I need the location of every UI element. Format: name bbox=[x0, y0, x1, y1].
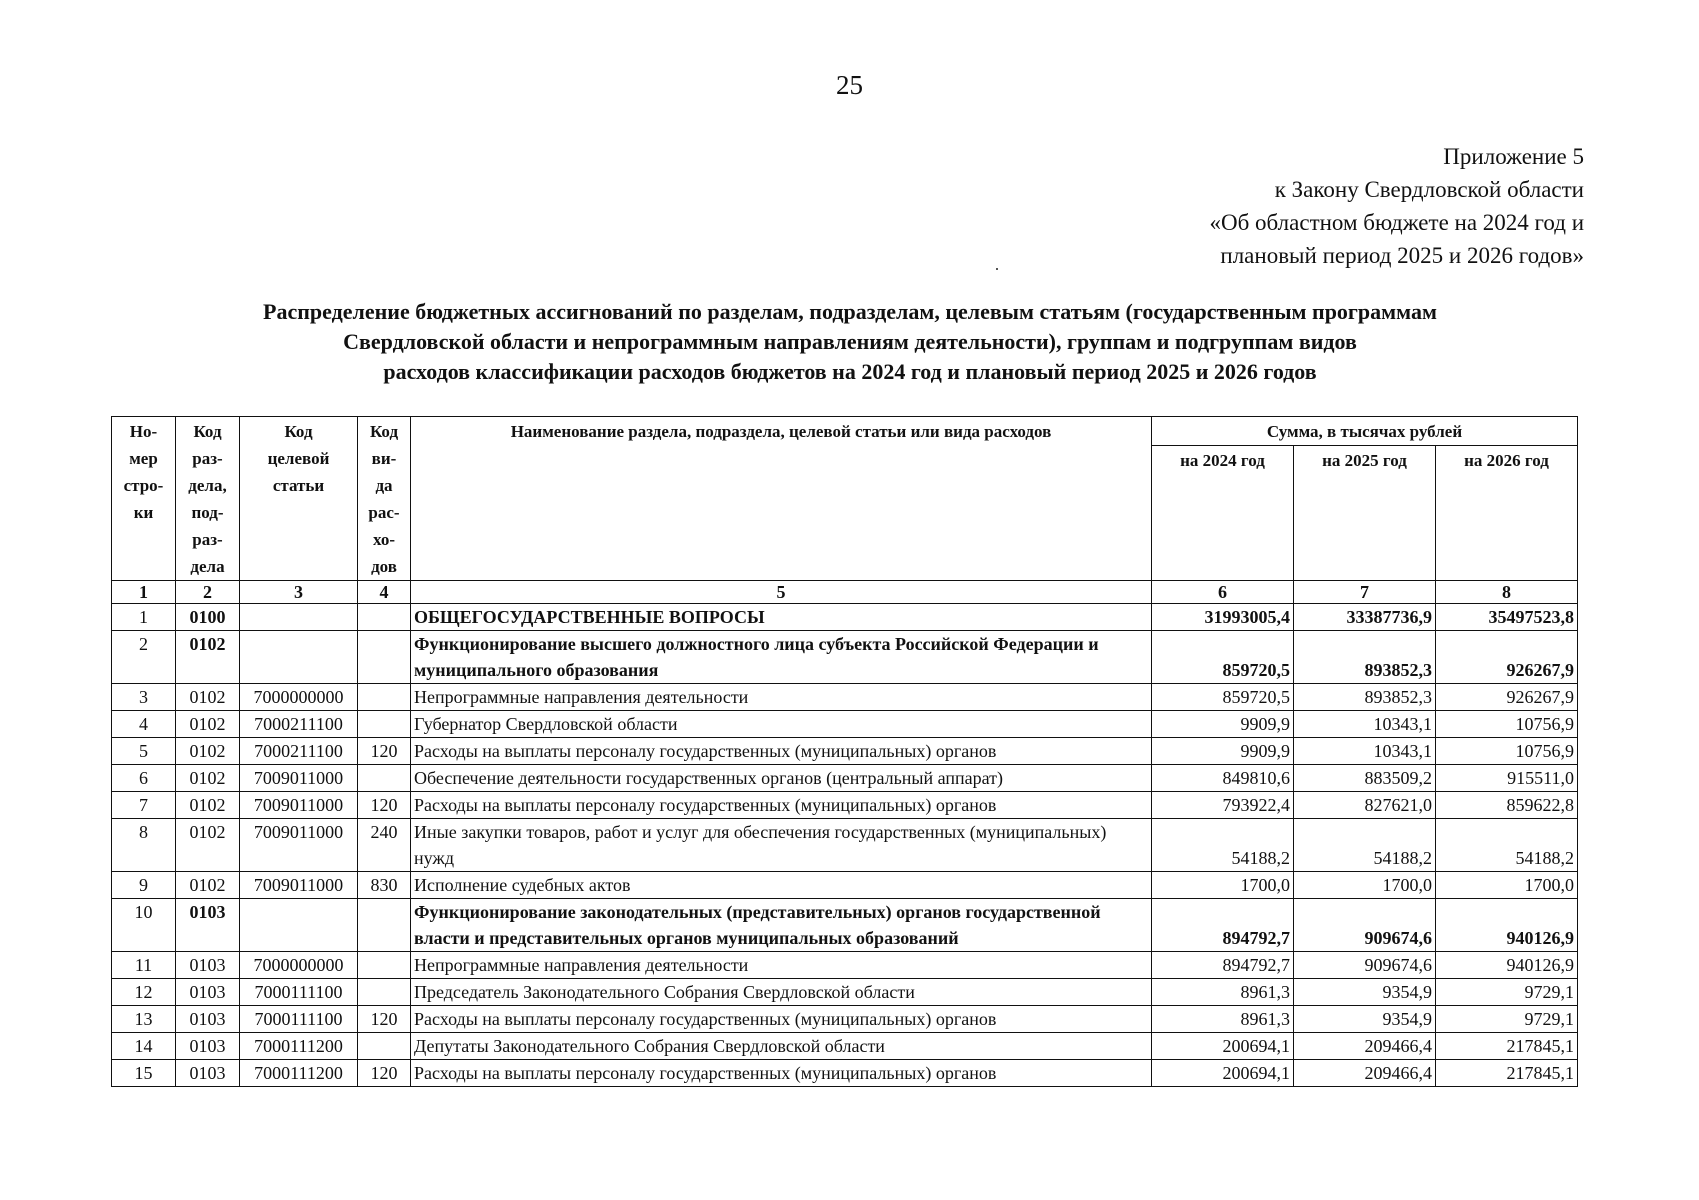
table-row bbox=[112, 684, 1578, 711]
section-code-cell: 0103 bbox=[176, 979, 240, 1006]
header-amount-group: Сумма, в тысячах рублей bbox=[1152, 417, 1578, 446]
section-code-cell: 0102 bbox=[176, 631, 240, 684]
table-row bbox=[112, 979, 1578, 1006]
table-row bbox=[112, 899, 1578, 952]
section-code-cell: 0102 bbox=[176, 738, 240, 765]
title-line: Распределение бюджетных ассигнований по разделам, подразделам, целевым статьям (государственным программам bbox=[263, 299, 1437, 324]
target-code-cell: 7009011000 bbox=[240, 872, 358, 899]
amount-2026-cell: 10756,9 bbox=[1436, 711, 1578, 738]
column-numbers-row bbox=[112, 581, 1578, 604]
row-number-cell: 4 bbox=[112, 711, 176, 738]
name-cell: Расходы на выплаты персоналу государственных (муниципальных) органов bbox=[411, 792, 1152, 819]
amount-2024-cell: 894792,7 bbox=[1152, 952, 1294, 979]
row-number-cell: 8 bbox=[112, 819, 176, 872]
section-code-cell: 0103 bbox=[176, 1033, 240, 1060]
header-target-code: Код целевой статьи bbox=[240, 417, 358, 581]
target-code-cell: 7000111100 bbox=[240, 1006, 358, 1033]
amount-2024-cell: 9909,9 bbox=[1152, 738, 1294, 765]
row-number-cell: 14 bbox=[112, 1033, 176, 1060]
section-code-cell: 0102 bbox=[176, 711, 240, 738]
amount-2025-cell: 9354,9 bbox=[1294, 1006, 1436, 1033]
amount-2024-cell: 859720,5 bbox=[1152, 631, 1294, 684]
expense-code-cell: 830 bbox=[358, 872, 411, 899]
amount-2025-cell: 1700,0 bbox=[1294, 872, 1436, 899]
amount-2024-cell: 54188,2 bbox=[1152, 819, 1294, 872]
amount-2026-cell: 926267,9 bbox=[1436, 631, 1578, 684]
target-code-cell: 7000000000 bbox=[240, 684, 358, 711]
amount-2025-cell: 54188,2 bbox=[1294, 819, 1436, 872]
amount-2025-cell: 10343,1 bbox=[1294, 738, 1436, 765]
table-row bbox=[112, 952, 1578, 979]
amount-2026-cell: 10756,9 bbox=[1436, 738, 1578, 765]
amount-2025-cell: 9354,9 bbox=[1294, 979, 1436, 1006]
expense-code-cell bbox=[358, 711, 411, 738]
target-code-cell: 7000111200 bbox=[240, 1033, 358, 1060]
target-code-cell: 7000211100 bbox=[240, 711, 358, 738]
name-cell: Председатель Законодательного Собрания Свердловской области bbox=[411, 979, 1152, 1006]
expense-code-cell bbox=[358, 631, 411, 684]
expense-code-cell bbox=[358, 684, 411, 711]
row-number-cell: 15 bbox=[112, 1060, 176, 1087]
amount-2025-cell: 883509,2 bbox=[1294, 765, 1436, 792]
section-code-cell: 0103 bbox=[176, 1060, 240, 1087]
name-cell: ОБЩЕГОСУДАРСТВЕННЫЕ ВОПРОСЫ bbox=[411, 604, 1152, 631]
row-number-cell: 3 bbox=[112, 684, 176, 711]
section-code-cell: 0103 bbox=[176, 899, 240, 952]
scan-speck bbox=[996, 268, 998, 270]
amount-2026-cell: 9729,1 bbox=[1436, 979, 1578, 1006]
amount-2026-cell: 940126,9 bbox=[1436, 899, 1578, 952]
appendix-line: Приложение 5 bbox=[1443, 144, 1584, 169]
header-row-number: Но- мер стро- ки bbox=[112, 417, 176, 581]
expense-code-cell bbox=[358, 765, 411, 792]
amount-2025-cell: 909674,6 bbox=[1294, 952, 1436, 979]
column-number: 7 bbox=[1294, 581, 1436, 604]
amount-2025-cell: 893852,3 bbox=[1294, 631, 1436, 684]
amount-2026-cell: 217845,1 bbox=[1436, 1060, 1578, 1087]
amount-2024-cell: 8961,3 bbox=[1152, 979, 1294, 1006]
name-cell: Исполнение судебных актов bbox=[411, 872, 1152, 899]
header-section-code: Код раз- дела, под- раз- дела bbox=[176, 417, 240, 581]
column-number: 2 bbox=[176, 581, 240, 604]
row-number-cell: 2 bbox=[112, 631, 176, 684]
amount-2026-cell: 1700,0 bbox=[1436, 872, 1578, 899]
table-row bbox=[112, 711, 1578, 738]
amount-2025-cell: 10343,1 bbox=[1294, 711, 1436, 738]
section-code-cell: 0102 bbox=[176, 684, 240, 711]
row-number-cell: 10 bbox=[112, 899, 176, 952]
expense-code-cell bbox=[358, 1033, 411, 1060]
appendix-line: «Об областном бюджете на 2024 год и bbox=[1209, 210, 1584, 235]
table-row bbox=[112, 1060, 1578, 1087]
section-code-cell: 0102 bbox=[176, 792, 240, 819]
amount-2024-cell: 894792,7 bbox=[1152, 899, 1294, 952]
header-name: Наименование раздела, подраздела, целевой статьи или вида расходов bbox=[411, 417, 1152, 581]
expense-code-cell: 120 bbox=[358, 1006, 411, 1033]
target-code-cell: 7000000000 bbox=[240, 952, 358, 979]
page-number: 25 bbox=[836, 70, 863, 100]
target-code-cell bbox=[240, 899, 358, 952]
row-number-cell: 12 bbox=[112, 979, 176, 1006]
expense-code-cell bbox=[358, 952, 411, 979]
amount-2024-cell: 200694,1 bbox=[1152, 1060, 1294, 1087]
target-code-cell: 7000111200 bbox=[240, 1060, 358, 1087]
column-number: 3 bbox=[240, 581, 358, 604]
column-number: 4 bbox=[358, 581, 411, 604]
name-cell: Расходы на выплаты персоналу государственных (муниципальных) органов bbox=[411, 1006, 1152, 1033]
budget-table bbox=[111, 416, 1578, 1087]
amount-2025-cell: 209466,4 bbox=[1294, 1033, 1436, 1060]
amount-2024-cell: 200694,1 bbox=[1152, 1033, 1294, 1060]
expense-code-cell bbox=[358, 604, 411, 631]
section-code-cell: 0102 bbox=[176, 872, 240, 899]
expense-code-cell: 120 bbox=[358, 1060, 411, 1087]
section-code-cell: 0100 bbox=[176, 604, 240, 631]
row-number-cell: 11 bbox=[112, 952, 176, 979]
amount-2024-cell: 849810,6 bbox=[1152, 765, 1294, 792]
table-row bbox=[112, 631, 1578, 684]
row-number-cell: 13 bbox=[112, 1006, 176, 1033]
name-cell: Непрограммные направления деятельности bbox=[411, 684, 1152, 711]
expense-code-cell bbox=[358, 899, 411, 952]
amount-2026-cell: 859622,8 bbox=[1436, 792, 1578, 819]
row-number-cell: 7 bbox=[112, 792, 176, 819]
name-cell: Функционирование законодательных (представительных) органов государственной власти и представительных органов муниципальных образований bbox=[411, 899, 1152, 952]
table-row bbox=[112, 792, 1578, 819]
name-cell: Депутаты Законодательного Собрания Свердловской области bbox=[411, 1033, 1152, 1060]
amount-2025-cell: 909674,6 bbox=[1294, 899, 1436, 952]
amount-2026-cell: 35497523,8 bbox=[1436, 604, 1578, 631]
table-row bbox=[112, 604, 1578, 631]
document-title bbox=[150, 297, 1550, 387]
name-cell: Обеспечение деятельности государственных органов (центральный аппарат) bbox=[411, 765, 1152, 792]
name-cell: Иные закупки товаров, работ и услуг для обеспечения государственных (муниципальных) нужд bbox=[411, 819, 1152, 872]
name-cell: Губернатор Свердловской области bbox=[411, 711, 1152, 738]
section-code-cell: 0103 bbox=[176, 952, 240, 979]
amount-2024-cell: 793922,4 bbox=[1152, 792, 1294, 819]
table-row bbox=[112, 1006, 1578, 1033]
column-number: 1 bbox=[112, 581, 176, 604]
row-number-cell: 1 bbox=[112, 604, 176, 631]
column-number: 6 bbox=[1152, 581, 1294, 604]
amount-2025-cell: 33387736,9 bbox=[1294, 604, 1436, 631]
column-number: 8 bbox=[1436, 581, 1578, 604]
amount-2026-cell: 940126,9 bbox=[1436, 952, 1578, 979]
title-line: расходов классификации расходов бюджетов на 2024 год и плановый период 2025 и 2026 годов bbox=[383, 359, 1317, 384]
amount-2024-cell: 1700,0 bbox=[1152, 872, 1294, 899]
header-expense-code: Код ви- да рас- хо- дов bbox=[358, 417, 411, 581]
row-number-cell: 5 bbox=[112, 738, 176, 765]
amount-2026-cell: 926267,9 bbox=[1436, 684, 1578, 711]
target-code-cell: 7009011000 bbox=[240, 792, 358, 819]
amount-2026-cell: 54188,2 bbox=[1436, 819, 1578, 872]
header-year-2026: на 2026 год bbox=[1436, 446, 1578, 581]
amount-2025-cell: 209466,4 bbox=[1294, 1060, 1436, 1087]
amount-2026-cell: 217845,1 bbox=[1436, 1033, 1578, 1060]
table-row bbox=[112, 1033, 1578, 1060]
table-body bbox=[112, 604, 1578, 1087]
table-row bbox=[112, 872, 1578, 899]
column-number: 5 bbox=[411, 581, 1152, 604]
appendix-line: к Закону Свердловской области bbox=[1274, 177, 1584, 202]
header-year-2025: на 2025 год bbox=[1294, 446, 1436, 581]
table-row bbox=[112, 738, 1578, 765]
expense-code-cell: 240 bbox=[358, 819, 411, 872]
amount-2024-cell: 8961,3 bbox=[1152, 1006, 1294, 1033]
name-cell: Расходы на выплаты персоналу государственных (муниципальных) органов bbox=[411, 738, 1152, 765]
appendix-note bbox=[1209, 140, 1584, 272]
target-code-cell bbox=[240, 631, 358, 684]
row-number-cell: 6 bbox=[112, 765, 176, 792]
appendix-line: плановый период 2025 и 2026 годов» bbox=[1220, 243, 1584, 268]
target-code-cell bbox=[240, 604, 358, 631]
section-code-cell: 0103 bbox=[176, 1006, 240, 1033]
name-cell: Расходы на выплаты персоналу государственных (муниципальных) органов bbox=[411, 1060, 1152, 1087]
row-number-cell: 9 bbox=[112, 872, 176, 899]
name-cell: Непрограммные направления деятельности bbox=[411, 952, 1152, 979]
amount-2025-cell: 827621,0 bbox=[1294, 792, 1436, 819]
amount-2026-cell: 915511,0 bbox=[1436, 765, 1578, 792]
name-cell: Функционирование высшего должностного лица субъекта Российской Федерации и муниципального образования bbox=[411, 631, 1152, 684]
title-line: Свердловской области и непрограммным направлениям деятельности), группам и подгруппам видов bbox=[343, 329, 1357, 354]
amount-2024-cell: 9909,9 bbox=[1152, 711, 1294, 738]
target-code-cell: 7009011000 bbox=[240, 819, 358, 872]
table-row bbox=[112, 819, 1578, 872]
amount-2026-cell: 9729,1 bbox=[1436, 1006, 1578, 1033]
section-code-cell: 0102 bbox=[176, 819, 240, 872]
section-code-cell: 0102 bbox=[176, 765, 240, 792]
table-row bbox=[112, 765, 1578, 792]
target-code-cell: 7000111100 bbox=[240, 979, 358, 1006]
header-year-2024: на 2024 год bbox=[1152, 446, 1294, 581]
expense-code-cell: 120 bbox=[358, 738, 411, 765]
target-code-cell: 7009011000 bbox=[240, 765, 358, 792]
table-header bbox=[112, 417, 1578, 604]
amount-2025-cell: 893852,3 bbox=[1294, 684, 1436, 711]
amount-2024-cell: 859720,5 bbox=[1152, 684, 1294, 711]
expense-code-cell: 120 bbox=[358, 792, 411, 819]
amount-2024-cell: 31993005,4 bbox=[1152, 604, 1294, 631]
target-code-cell: 7000211100 bbox=[240, 738, 358, 765]
expense-code-cell bbox=[358, 979, 411, 1006]
